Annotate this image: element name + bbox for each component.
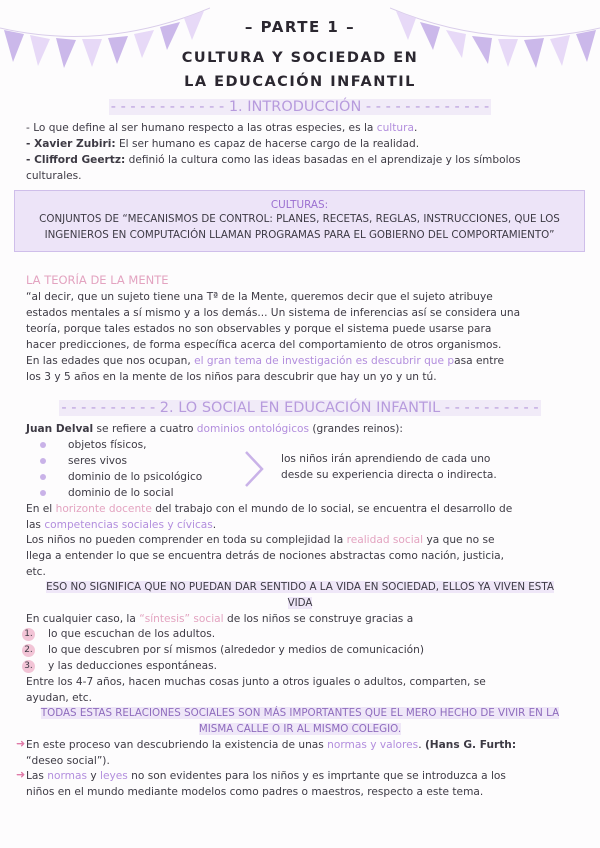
page-title-line1: CULTURA Y SOCIEDAD EN	[181, 50, 419, 66]
realidad-line2: llega a entender lo que se encuentra detrás de nociones abstractas como nación, justicia,	[26, 550, 504, 562]
intro-line1: - Lo que define al ser humano respecto a las otras especies, es la cultura.	[26, 122, 418, 134]
banner2-line2: MISMA CALLE O IR AL MISMO COLEGIO.	[198, 723, 402, 735]
section1-heading: - - - - - - - - - - - - 1. INTRODUCCIÓN - - - - - - - - - - - - -	[110, 99, 490, 115]
mente-line3: teoría, porque tales estados no son observables y porque el sistema puede usarse para	[26, 323, 492, 335]
edades-line2: ayudan, etc.	[26, 692, 93, 704]
mente-line4: hacer predicciones, de forma específica acerca del comportamiento de otros organismos.	[26, 339, 502, 351]
page-title-part: – PARTE 1 –	[244, 18, 356, 36]
banner1-line1: ESO NO SIGNIFICA QUE NO PUEDAN DAR SENTIDO A LA VIDA EN SOCIEDAD, ELLOS YA VIVEN ESTA	[46, 581, 554, 593]
numbered-item: y las deducciones espontáneas.	[48, 660, 218, 672]
culturas-box-line1: CONJUNTOS DE “MECANISMOS DE CONTROL: PLANES, RECETAS, REGLAS, INSTRUCCIONES, QUE LOS	[39, 213, 560, 225]
intro-line2: - Xavier Zubiri: El ser humano es capaz de hacerse cargo de la realidad.	[26, 138, 420, 150]
arrow-right-icon: ➜	[16, 768, 26, 781]
domain-item: dominio de lo psicológico	[68, 471, 203, 483]
leyes-line1: Las normas y leyes no son evidentes para los niños y es imprtante que se introduzca a los	[26, 770, 506, 782]
intro-line4: culturales.	[26, 170, 82, 182]
culturas-box-title: CULTURAS:	[270, 199, 329, 211]
bunting-right-decoration	[390, 0, 600, 80]
numbered-item: lo que descubren por sí mismos (alrededor y medios de comunicación)	[48, 644, 425, 656]
banner1-line2: VIDA	[287, 597, 313, 609]
realidad-line3: etc.	[26, 566, 46, 578]
number-badge: 1.	[22, 628, 35, 641]
banner2-line1: TODAS ESTAS RELACIONES SOCIALES SON MÁS IMPORTANTES QUE EL MERO HECHO DE VIVIR EN LA	[40, 707, 560, 719]
page-title-line2: LA EDUCACIÓN INFANTIL	[184, 74, 416, 90]
mente-line6: los 3 y 5 años en la mente de los niños para descubrir que hay un yo y un tú.	[26, 371, 437, 383]
normas-line2: “deseo social”).	[26, 755, 110, 767]
realidad-line1: Los niños no pueden comprender en toda su complejidad la realidad social ya que no se	[26, 534, 495, 546]
domain-item: objetos físicos,	[68, 439, 147, 451]
culturas-box-line2: INGENIEROS EN COMPUTACIÓN LLAMAN PROGRAMAS PARA EL GOBIERNO DEL COMPORTAMIENTO”	[44, 229, 555, 241]
delval-intro: Juan Delval se refiere a cuatro dominios ontológicos (grandes reinos):	[26, 423, 403, 435]
chevron-right-icon	[243, 450, 265, 488]
domain-item: seres vivos	[68, 455, 128, 467]
domain-item: dominio de lo social	[68, 487, 174, 499]
mente-line1: “al decir, que un sujeto tiene una Tª de la Mente, queremos decir que el sujeto atribuye	[26, 291, 493, 303]
mente-line5: En las edades que nos ocupan, el gran tema de investigación es descubrir que pasa entre	[26, 355, 505, 367]
horizonte-line2: las competencias sociales y cívicas.	[26, 519, 217, 531]
arrow-right-icon: ➜	[16, 737, 26, 750]
normas-line1: En este proceso van descubriendo la existencia de unas normas y valores. (Hans G. Furth:	[26, 739, 517, 751]
bunting-left-decoration	[0, 0, 210, 80]
section2-heading: - - - - - - - - - - 2. LO SOCIAL EN EDUCACIÓN INFANTIL - - - - - - - - - -	[61, 400, 539, 416]
edades-line1: Entre los 4-7 años, hacen muchas cosas junto a otros iguales o adultos, comparten, se	[26, 676, 486, 688]
horizonte-line1: En el horizonte docente del trabajo con el mundo de lo social, se encuentra el desarrollo de	[26, 503, 513, 515]
bullet-icon	[40, 490, 46, 496]
mente-heading: LA TEORÍA DE LA MENTE	[26, 273, 169, 287]
intro-line3: - Clifford Geertz: definió la cultura como las ideas basadas en el aprendizaje y los símbolos	[26, 154, 521, 166]
culturas-definition-box	[14, 190, 585, 252]
sintesis-line: En cualquier caso, la “síntesis” social de los niños se construye gracias a	[26, 613, 414, 625]
bullet-icon	[40, 442, 46, 448]
number-badge: 3.	[22, 660, 35, 673]
leyes-line2: niños en el mundo mediante modelos como padres o maestros, respecto a este tema.	[26, 786, 484, 798]
mente-line2: estados mentales a sí mismo y a los demás... Un sistema de inferencias así se considera una	[26, 307, 521, 319]
bullet-icon	[40, 458, 46, 464]
number-badge: 2.	[22, 644, 35, 657]
domains-note-line2: desde su experiencia directa o indirecta.	[281, 469, 497, 481]
numbered-item: lo que escuchan de los adultos.	[48, 628, 216, 640]
bullet-icon	[40, 474, 46, 480]
domains-note-line1: los niños irán aprendiendo de cada uno	[281, 453, 491, 465]
